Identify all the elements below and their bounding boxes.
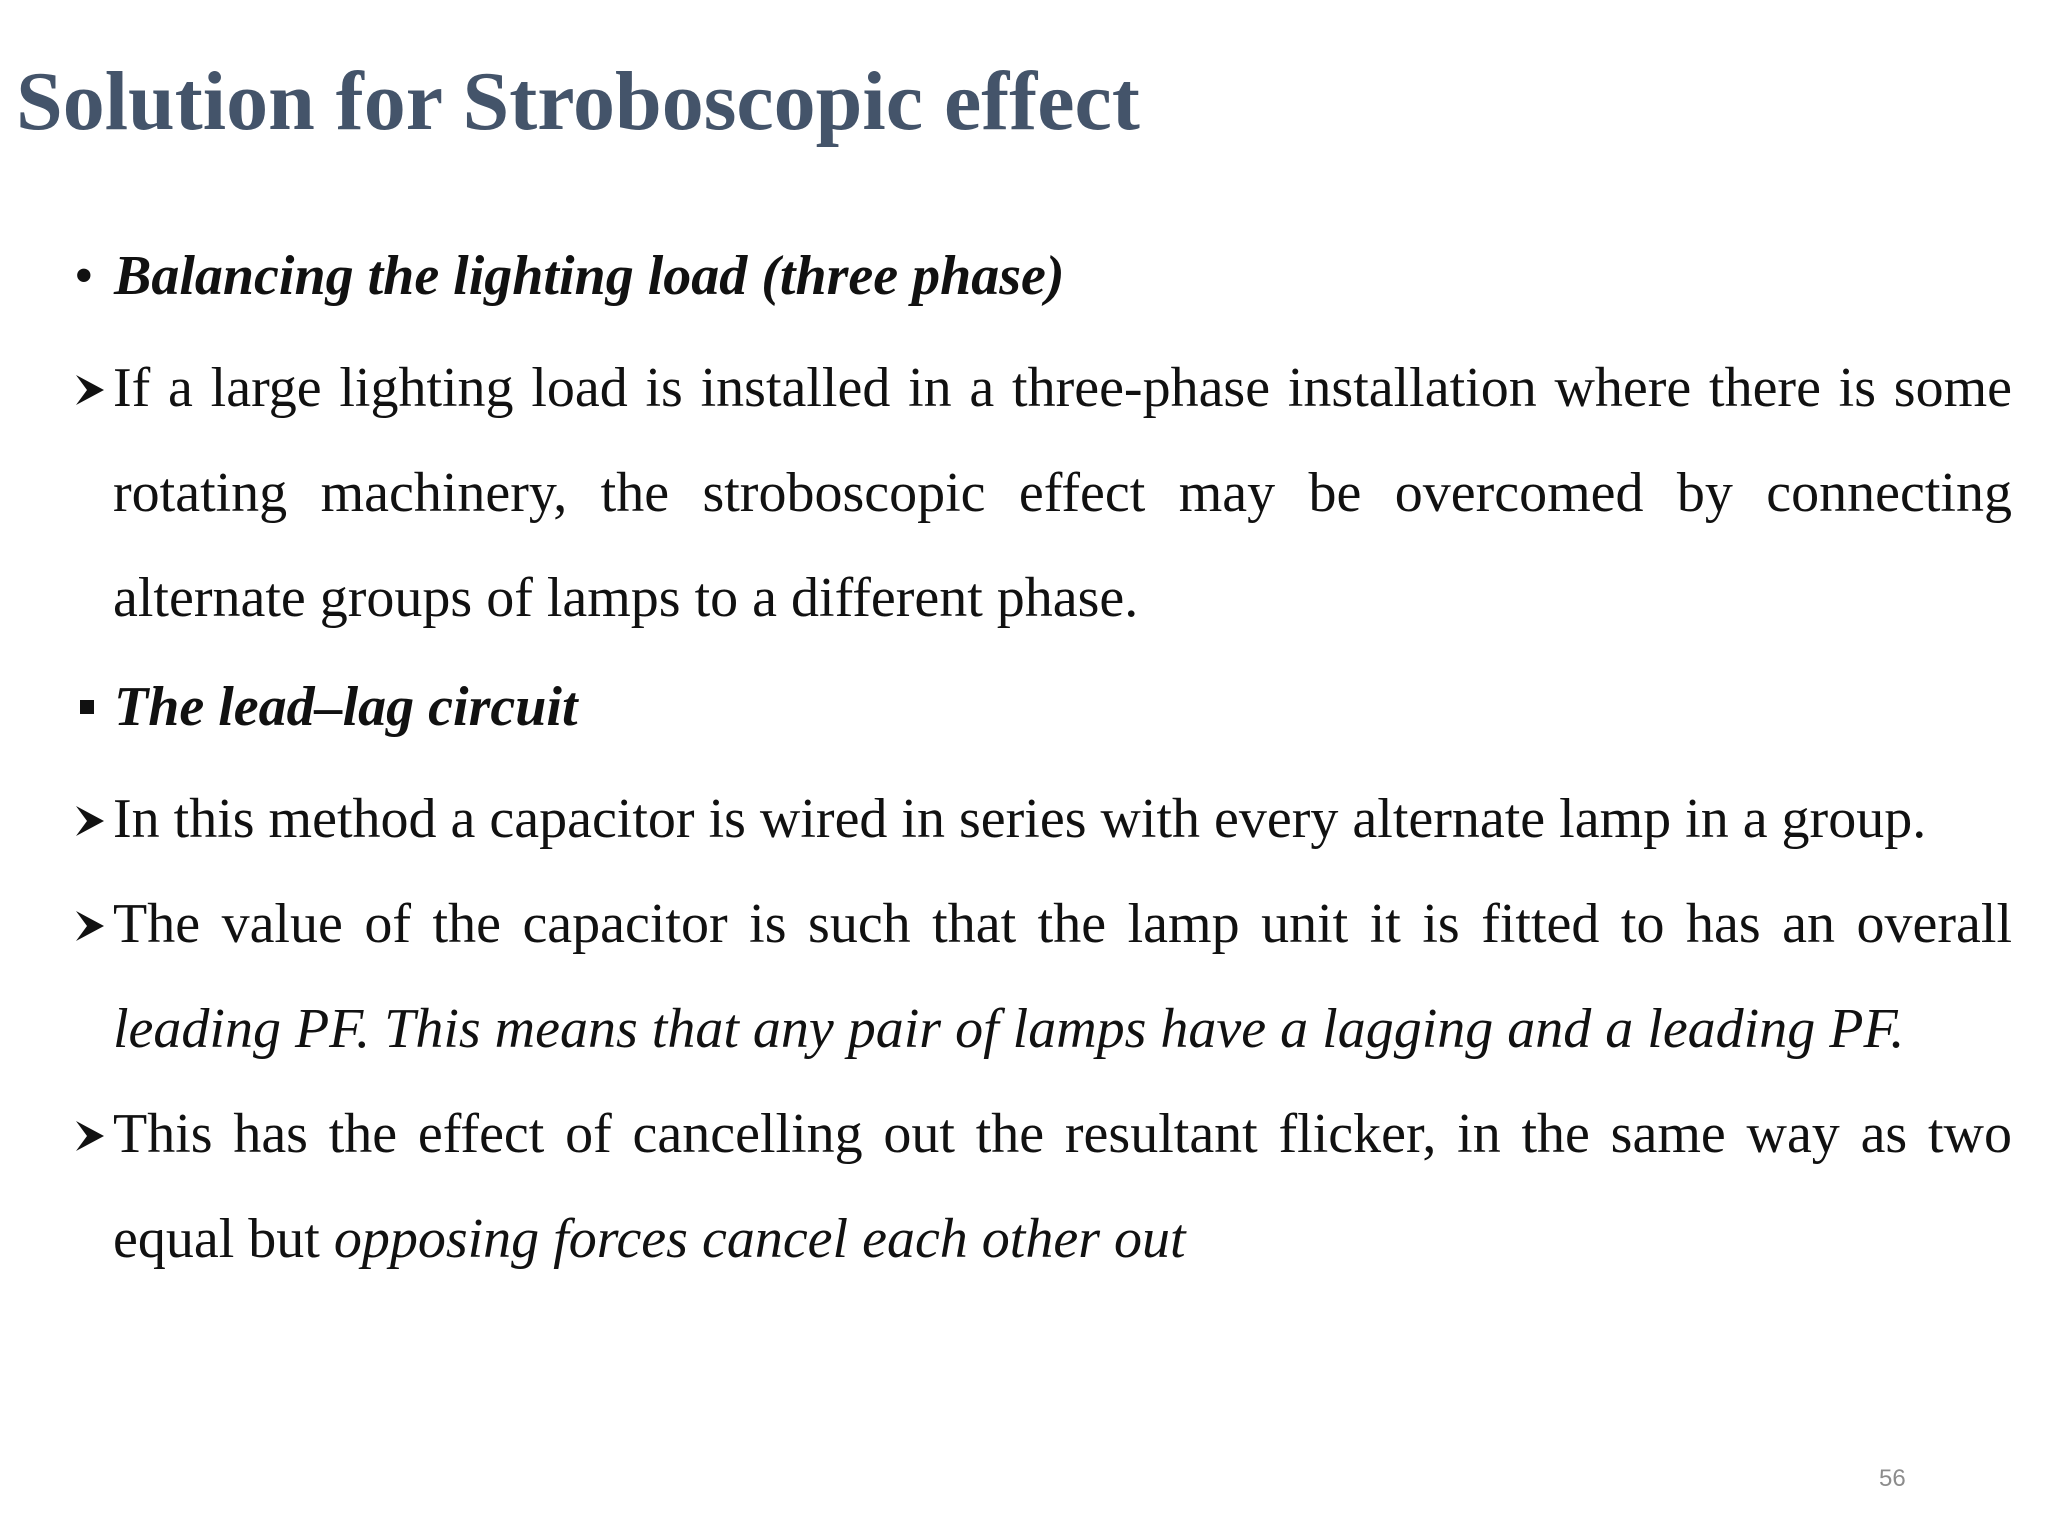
point-italic-text: opposing forces cancel each other out xyxy=(333,1208,1186,1270)
section-heading-lead-lag xyxy=(74,669,2012,745)
arrow-bullet-icon xyxy=(74,1082,114,1153)
arrow-point-capacitor-value xyxy=(74,872,2012,1082)
bullet-dot-icon: • xyxy=(74,245,94,307)
arrow-bullet-icon xyxy=(74,767,114,838)
heading-text: Balancing the lighting load (three phase) xyxy=(114,245,1065,307)
square-bullet-icon xyxy=(80,700,94,714)
point-text: If a large lighting load is installed in a three-phase installation where there is some rotating machinery, the stroboscopic effect may be overcomed by connecting alternate groups of lamps to a different phase. xyxy=(113,357,2012,629)
arrow-bullet-icon xyxy=(74,336,114,407)
heading-text: The lead–lag circuit xyxy=(114,676,578,738)
arrow-point-load-balancing xyxy=(74,336,2012,651)
point-text: In this method a capacitor is wired in series with every alternate lamp in a group. xyxy=(113,788,1927,850)
page-number: 56 xyxy=(1879,1465,1906,1492)
arrow-point-capacitor-series xyxy=(74,767,2012,872)
point-italic-text: leading PF. This means that any pair of lamps have a lagging and a leading PF. xyxy=(113,998,1905,1060)
arrow-bullet-icon xyxy=(74,872,114,943)
slide-title: Solution for Stroboscopic effect xyxy=(16,55,1140,148)
point-text: This has the effect of cancelling out the resultant flicker, in the same way as two equal but xyxy=(113,1103,2012,1270)
slide-body xyxy=(74,238,2012,1292)
point-text: The value of the capacitor is such that the lamp unit it is fitted to has an overall xyxy=(113,893,2012,955)
arrow-point-flicker-cancel xyxy=(74,1082,2012,1292)
section-heading-balancing xyxy=(74,238,2012,314)
